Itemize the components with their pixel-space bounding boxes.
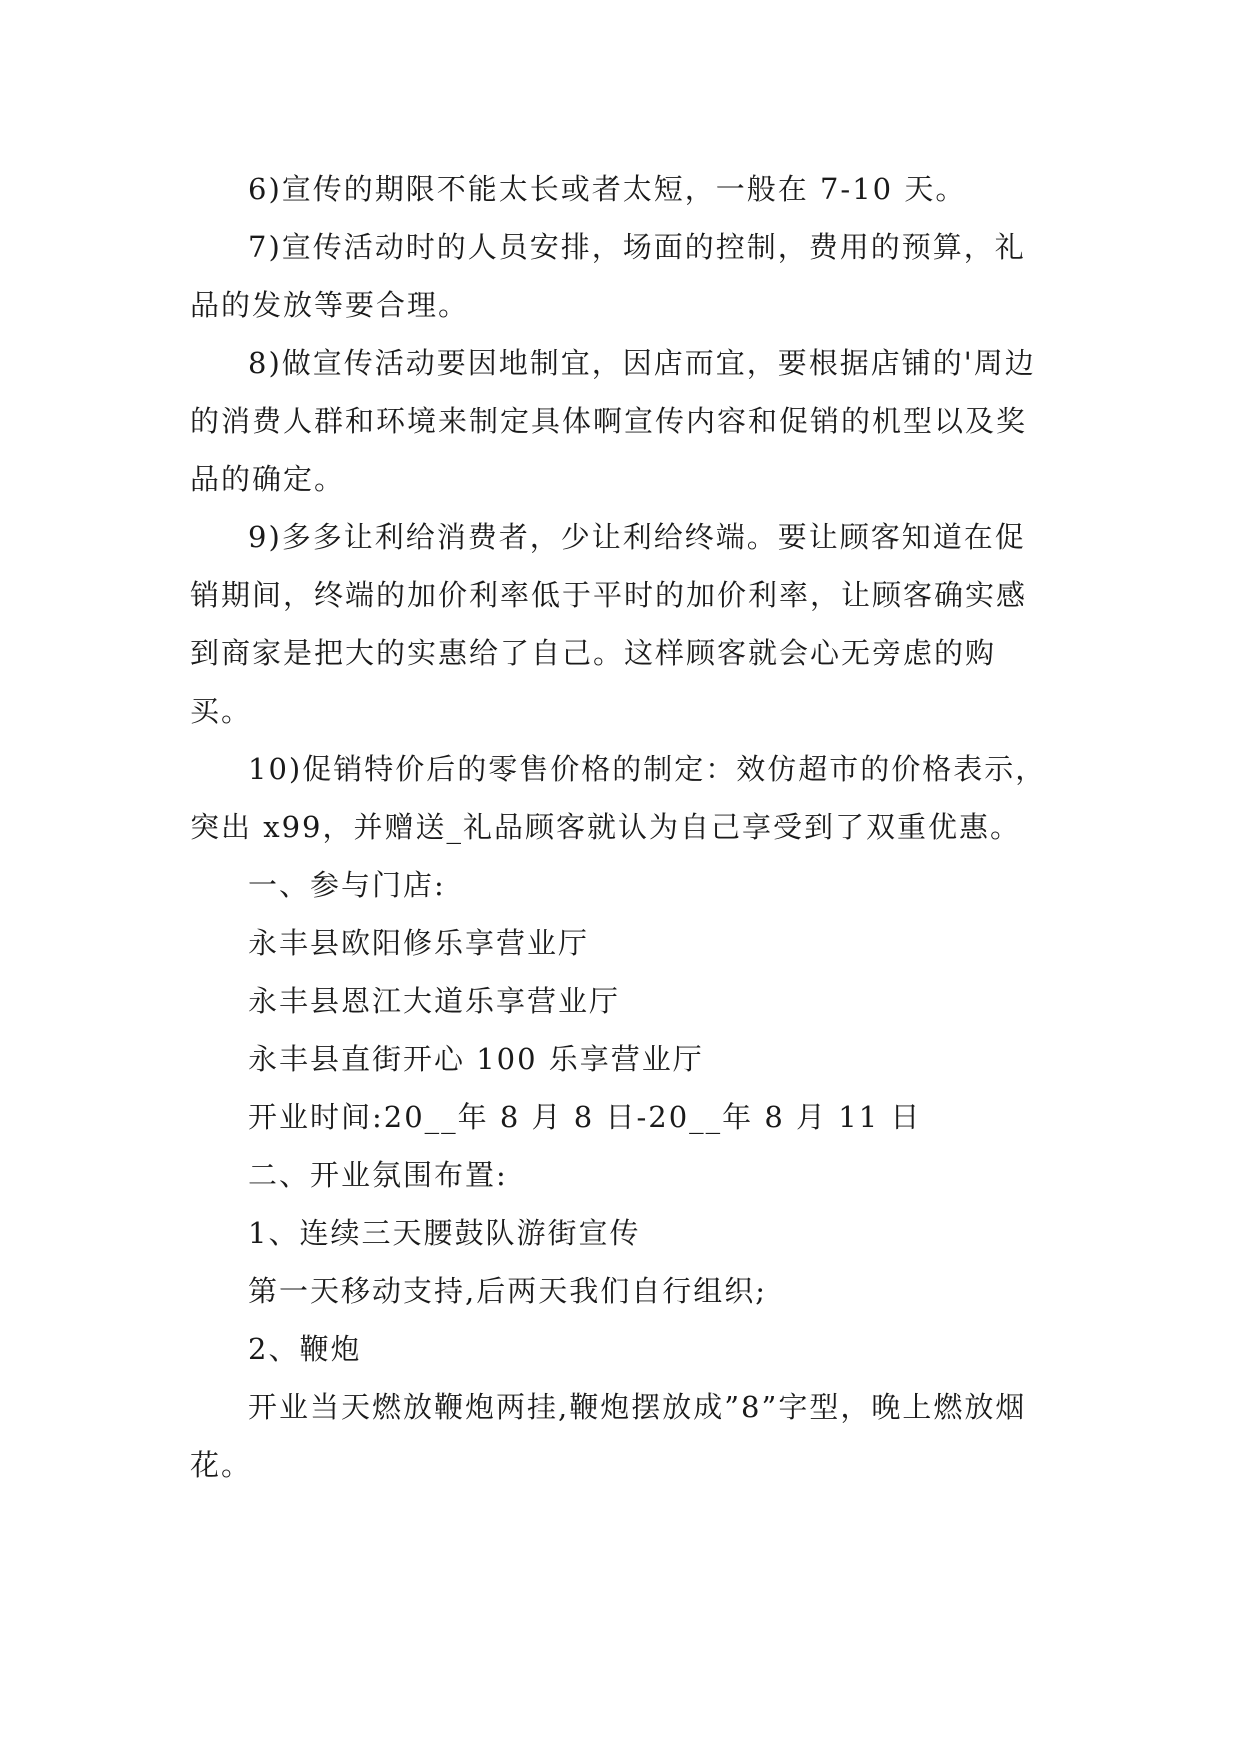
- paragraph-6: 6)宣传的期限不能太长或者太短，一般在 7-10 天。: [248, 172, 967, 206]
- item2-detail: 开业当天燃放鞭炮两挂,鞭炮摆放成”8”字型，晚上燃放烟花。: [190, 1390, 1027, 1482]
- paragraph-7: 7)宣传活动时的人员安排，场面的控制，费用的预算，礼品的发放等要合理。: [190, 230, 1026, 322]
- paragraph-9: 9)多多让利给消费者，少让利给终端。要让顾客知道在促销期间，终端的加价利率低于平时的加价利率，让顾客确实感到商家是把大的实惠给了自己。这样顾客就会心无旁虑的购买。: [190, 520, 1028, 728]
- document-body: [190, 160, 1050, 1494]
- store-item: 永丰县直街开心 100 乐享营业厅: [248, 1042, 704, 1076]
- paragraph-8: 8)做宣传活动要因地制宜，因店而宜，要根据店铺的'周边的消费人群和环境来制定具体啊宣传内容和促销的机型以及奖品的确定。: [190, 346, 1036, 496]
- section2-heading: 二、开业氛围布置:: [248, 1158, 508, 1192]
- item2-title: 2、鞭炮: [248, 1332, 362, 1366]
- item1-title: 1、连续三天腰鼓队游街宣传: [248, 1216, 641, 1250]
- item1-detail: 第一天移动支持,后两天我们自行组织;: [248, 1274, 767, 1308]
- section1-heading: 一、参与门店:: [248, 868, 446, 902]
- store-item: 永丰县恩江大道乐享营业厅: [248, 984, 621, 1018]
- store-item: 永丰县欧阳修乐享营业厅: [248, 926, 590, 960]
- paragraph-10: 10)促销特价后的零售价格的制定：效仿超市的价格表示，突出 x99，并赠送_礼品顾客就认为自己享受到了双重优惠。: [190, 752, 1047, 844]
- opening-time: 开业时间:20__年 8 月 8 日-20__年 8 月 11 日: [248, 1100, 922, 1134]
